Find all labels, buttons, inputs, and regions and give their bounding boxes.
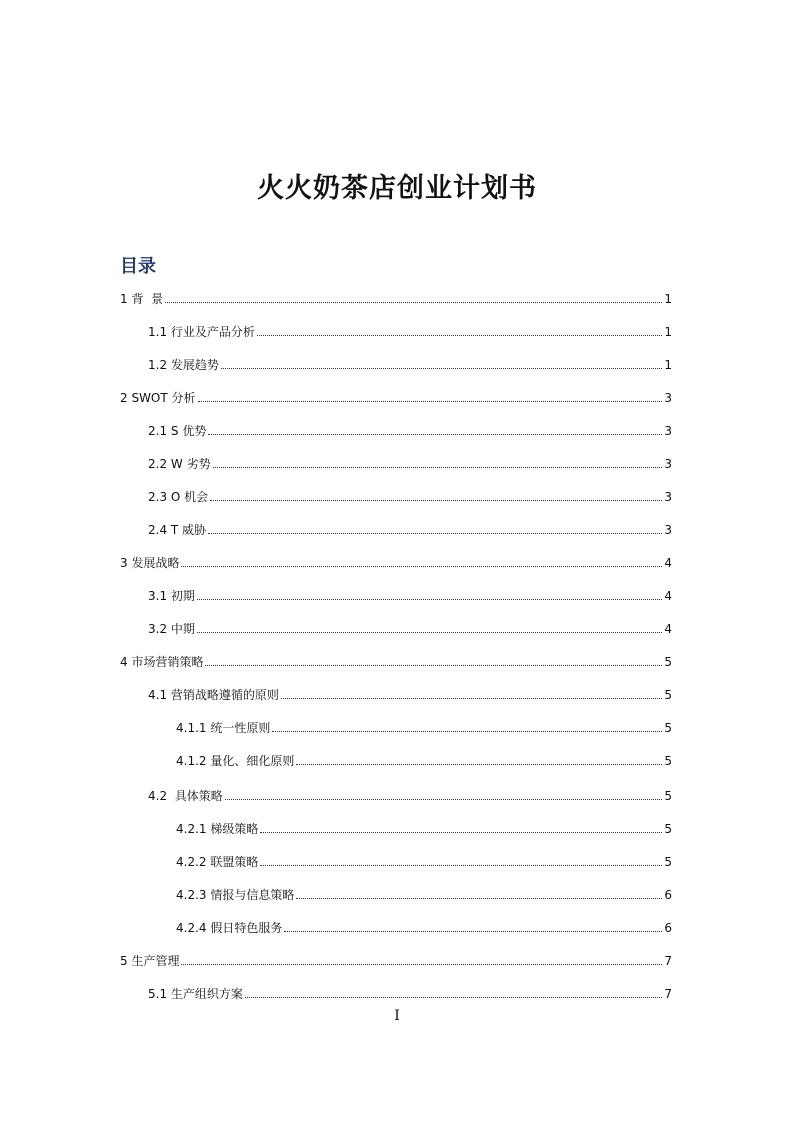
toc-dot-leader — [197, 632, 662, 633]
toc-entry-label: 1.1 行业及产品分析 — [148, 325, 255, 339]
toc-dot-leader — [208, 533, 662, 534]
toc-entry-label: 2 SWOT 分析 — [120, 391, 196, 405]
toc-entry-label: 4.2.2 联盟策略 — [176, 855, 259, 869]
toc-dot-leader — [296, 898, 662, 899]
toc-entry-page: 5 — [664, 789, 672, 803]
toc-entry[interactable] — [148, 451, 672, 471]
toc-entry-page: 5 — [664, 655, 672, 669]
document-title: 火火奶茶店创业计划书 — [257, 173, 537, 204]
toc-entry-page: 6 — [664, 921, 672, 935]
toc-entry[interactable] — [148, 981, 672, 1001]
toc-dot-leader — [210, 500, 662, 501]
toc-dot-leader — [245, 997, 662, 998]
toc-entry-label: 5 生产管理 — [120, 954, 180, 968]
toc-dot-leader — [284, 931, 662, 932]
toc-entry-page: 4 — [664, 589, 672, 603]
toc-dot-leader — [221, 368, 662, 369]
toc-entry-label: 3 发展战略 — [120, 556, 180, 570]
toc-entry[interactable] — [176, 849, 672, 869]
toc-dot-leader — [260, 865, 662, 866]
toc-entry-page: 3 — [664, 523, 672, 537]
toc-entry[interactable] — [148, 583, 672, 603]
toc-entry-label: 4.2.4 假日特色服务 — [176, 921, 283, 935]
toc-entry[interactable] — [120, 948, 672, 968]
toc-entry-page: 5 — [664, 754, 672, 768]
toc-entry[interactable] — [148, 616, 672, 636]
toc-entry[interactable] — [148, 418, 672, 438]
toc-entry-label: 4 市场营销策略 — [120, 655, 204, 669]
toc-entry-label: 4.2 具体策略 — [148, 789, 223, 803]
toc-entry[interactable] — [148, 517, 672, 537]
toc-entry-label: 2.3 O 机会 — [148, 490, 209, 504]
toc-entry-label: 1.2 发展趋势 — [148, 358, 219, 372]
toc-dot-leader — [205, 665, 662, 666]
page-number: I — [394, 1008, 400, 1024]
toc-entry[interactable] — [148, 319, 672, 339]
toc-entry[interactable] — [176, 748, 672, 768]
toc-dot-leader — [296, 764, 662, 765]
toc-entry-page: 3 — [664, 457, 672, 471]
toc-dot-leader — [181, 566, 662, 567]
toc-entry-page: 7 — [664, 987, 672, 1001]
toc-dot-leader — [272, 731, 662, 732]
toc-entry-label: 2.4 T 威胁 — [148, 523, 207, 537]
toc-entry-page: 1 — [664, 292, 672, 306]
toc-entry-label: 4.2.1 梯级策略 — [176, 822, 259, 836]
toc-entry-page: 3 — [664, 424, 672, 438]
toc-entry-page: 5 — [664, 822, 672, 836]
toc-entry-page: 4 — [664, 556, 672, 570]
toc-entry-page: 3 — [664, 391, 672, 405]
toc-entry-label: 2.1 S 优势 — [148, 424, 207, 438]
toc-entry-label: 2.2 W 劣势 — [148, 457, 211, 471]
toc-entry-page: 4 — [664, 622, 672, 636]
toc-dot-leader — [225, 799, 663, 800]
toc-entry[interactable] — [120, 385, 672, 405]
toc-entry-label: 4.1.2 量化、细化原则 — [176, 754, 295, 768]
toc-entry[interactable] — [148, 682, 672, 702]
toc-entry[interactable] — [176, 816, 672, 836]
toc-entry[interactable] — [120, 550, 672, 570]
toc-entry[interactable] — [176, 882, 672, 902]
toc-dot-leader — [213, 467, 663, 468]
toc-dot-leader — [208, 434, 662, 435]
toc-entry-label: 3.2 中期 — [148, 622, 195, 636]
toc-dot-leader — [281, 698, 662, 699]
toc-entry-label: 4.1 营销战略遵循的原则 — [148, 688, 279, 702]
toc-entry-page: 7 — [664, 954, 672, 968]
toc-entry[interactable] — [120, 286, 672, 306]
toc-entry-page: 3 — [664, 490, 672, 504]
toc-dot-leader — [197, 599, 662, 600]
toc-dot-leader — [198, 401, 663, 402]
toc-heading: 目录 — [120, 256, 156, 277]
toc-entry-page: 5 — [664, 688, 672, 702]
toc-entry-label: 3.1 初期 — [148, 589, 195, 603]
toc-entry[interactable] — [176, 915, 672, 935]
toc-entry-page: 1 — [664, 325, 672, 339]
toc-entry-label: 4.2.3 情报与信息策略 — [176, 888, 295, 902]
toc-entry-page: 5 — [664, 855, 672, 869]
toc-entry-label: 1 背 景 — [120, 292, 164, 306]
toc-entry[interactable] — [120, 649, 672, 669]
toc-entry-page: 1 — [664, 358, 672, 372]
toc-dot-leader — [181, 964, 662, 965]
toc-dot-leader — [260, 832, 662, 833]
toc-entry[interactable] — [148, 352, 672, 372]
toc-dot-leader — [257, 335, 662, 336]
toc-entry[interactable] — [148, 484, 672, 504]
toc-entry-label: 4.1.1 统一性原则 — [176, 721, 271, 735]
toc-entry-page: 5 — [664, 721, 672, 735]
toc-dot-leader — [165, 302, 662, 303]
toc-entry-page: 6 — [664, 888, 672, 902]
toc-entry[interactable] — [176, 715, 672, 735]
toc-entry[interactable] — [148, 783, 672, 803]
toc-entry-label: 5.1 生产组织方案 — [148, 987, 243, 1001]
